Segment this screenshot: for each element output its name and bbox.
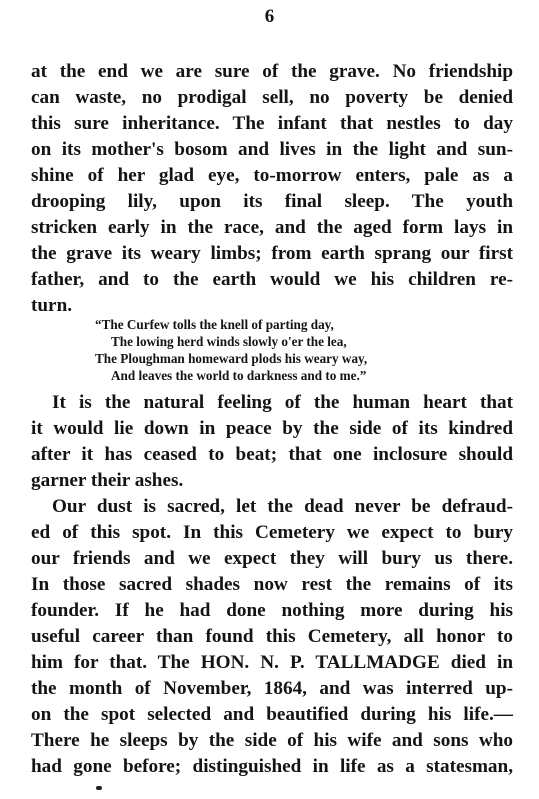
verse-line: The lowing herd winds slowly o'er the lea,: [111, 334, 347, 349]
text-line: at the end we are sure of the grave. No friendship: [31, 61, 513, 82]
text-line: the month of November, 1864, and was interred up-: [31, 678, 513, 699]
text-line: shine of her glad eye, to-morrow enters, pale as a: [31, 165, 513, 186]
verse-line: And leaves the world to darkness and to me.”: [111, 368, 367, 383]
text-line: useful career than found this Cemetery, all honor to: [31, 626, 513, 647]
text-line: our friends and we expect they will bury us there.: [31, 548, 513, 569]
text-line: after it has ceased to beat; that one inclosure should: [31, 444, 513, 465]
text-line: founder. If he had done nothing more during his: [31, 600, 513, 621]
text-line: stricken early in the race, and the aged form lays in: [31, 217, 513, 238]
verse-line: “The Curfew tolls the knell of parting day,: [95, 317, 334, 332]
text-line: on its mother's bosom and lives in the light and sun-: [31, 139, 513, 160]
text-line: drooping lily, upon its final sleep. The youth: [31, 191, 513, 212]
page-number: 6: [264, 6, 275, 27]
text-line: father, and to the earth would we his children re-: [31, 269, 513, 290]
ink-mark: [96, 786, 102, 790]
text-line: In those sacred shades now rest the remains of its: [31, 574, 513, 595]
text-line: on the spot selected and beautified during his life.—: [31, 704, 513, 725]
text-line: can waste, no prodigal sell, no poverty be denied: [31, 87, 513, 108]
verse-line: The Ploughman homeward plods his weary way,: [95, 351, 368, 366]
text-line: There he sleeps by the side of his wife and sons who: [31, 730, 513, 751]
text-line: garner their ashes.: [31, 470, 184, 491]
text-line: this sure inheritance. The infant that nestles to day: [31, 113, 513, 134]
text-line: Our dust is sacred, let the dead never be defraud-: [52, 496, 513, 517]
text-line: the grave its weary limbs; from earth sprang our first: [31, 243, 513, 264]
text-line: had gone before; distinguished in life as a statesman,: [31, 756, 513, 777]
text-line: ed of this spot. In this Cemetery we expect to bury: [31, 522, 513, 543]
text-line: it would lie down in peace by the side of its kindred: [31, 418, 513, 439]
text-line: It is the natural feeling of the human heart that: [52, 392, 513, 413]
text-line: him for that. The HON. N. P. TALLMADGE died in: [31, 652, 513, 673]
text-line: turn.: [31, 295, 73, 316]
